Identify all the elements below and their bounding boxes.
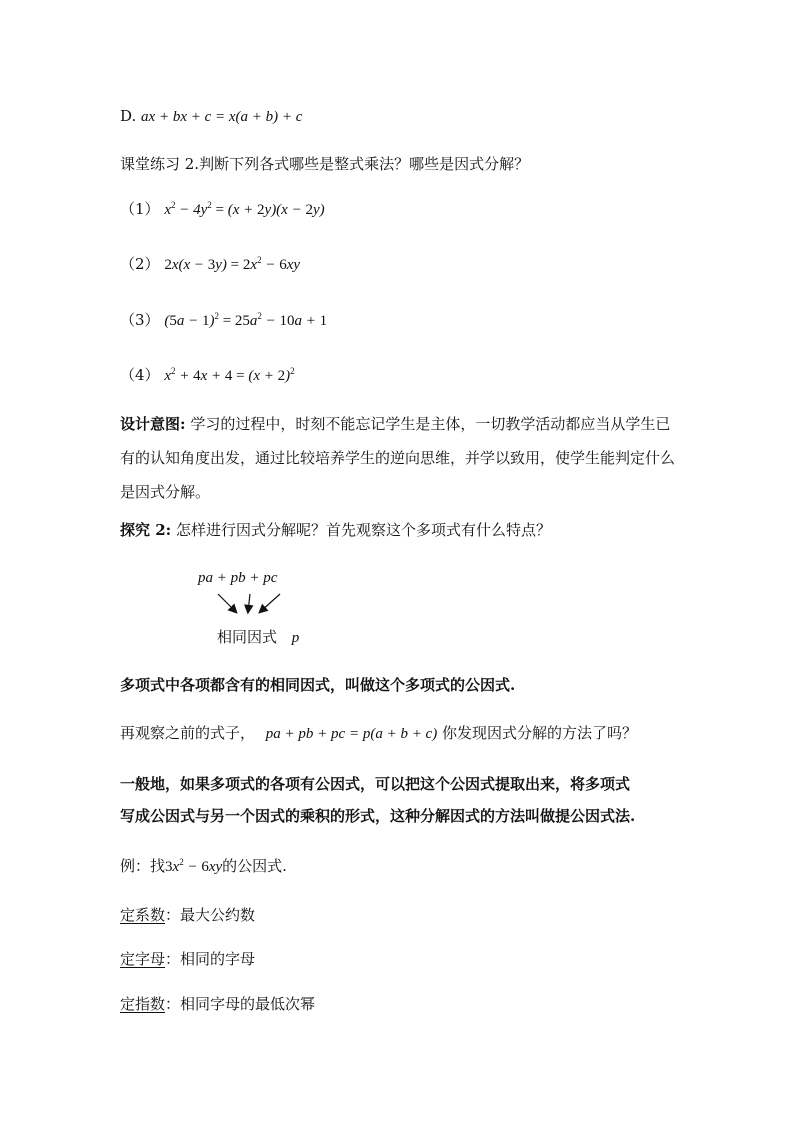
design-intent-paragraph <box>120 407 680 509</box>
example-expression: $3x^2 - 6xy$ <box>165 857 223 875</box>
step-desc: ：相同字母的最低次幂 <box>165 995 316 1013</box>
step-exponent <box>120 994 315 1014</box>
step-desc: ：最大公约数 <box>165 906 256 924</box>
observe-equation: pa + pb + pc = p(a + b + c) <box>265 726 438 742</box>
diagram-caption-row <box>217 626 299 647</box>
example-suffix: 的公因式. <box>222 857 287 875</box>
common-factor-definition: 多项式中各项都含有的相同因式，叫做这个多项式的公因式. <box>120 676 516 694</box>
observe-before: 再观察之前的式子， <box>120 724 256 742</box>
observe-after: 你发现因式分解的方法了吗？ <box>437 724 637 742</box>
diagram-variable: p <box>291 630 300 646</box>
exercise-item-3 <box>120 310 327 331</box>
item-number: （3） <box>120 311 160 329</box>
exercise-item-4 <box>120 365 295 386</box>
item-number: （2） <box>120 255 160 273</box>
step-term: 定指数 <box>120 995 166 1013</box>
example-prefix: 例：找 <box>120 857 166 875</box>
step-term: 定字母 <box>120 950 166 968</box>
exercise-item-2 <box>120 254 300 275</box>
exercise-title: 课堂练习 2.判断下列各式哪些是整式乘法？哪些是因式分解？ <box>120 155 530 173</box>
example-line <box>120 856 287 877</box>
method-definition-line-2: 写成公因式与另一个因式的乘积的形式，这种分解因式的方法叫做提公因式法. <box>120 807 636 825</box>
item-3-equation: $(5a - 1)^2 = 25a^2 - 10a + 1$ <box>164 311 328 329</box>
method-definition-line-1: 一般地，如果多项式的各项有公因式，可以把这个公因式提取出来，将多项式 <box>120 775 631 793</box>
item-number: （4） <box>120 366 160 384</box>
item-number: （1） <box>120 200 160 218</box>
diagram-expression: pa + pb + pc <box>198 570 278 586</box>
observe-line <box>120 723 637 744</box>
explore-2 <box>120 520 551 540</box>
step-term: 定系数 <box>120 906 166 924</box>
diagram-caption: 相同因式 <box>217 628 278 646</box>
item-1-equation: $x^2 - 4y^2 = (x + 2y)(x - 2y)$ <box>164 200 325 218</box>
design-intent-label: 设计意图: <box>120 415 186 433</box>
explore-2-text: 怎样进行因式分解呢？首先观察这个多项式有什么特点？ <box>171 521 551 539</box>
diagram-arrows <box>190 588 320 628</box>
arrow-right <box>260 594 280 612</box>
exercise-item-1 <box>120 199 325 220</box>
arrow-left <box>218 594 236 612</box>
option-d-equation: ax + bx + c = x(a + b) + c <box>141 109 303 125</box>
common-factor-diagram <box>190 566 320 656</box>
item-4-equation: $x^2 + 4x + 4 = (x + 2)^2$ <box>164 366 295 384</box>
item-2-equation: $2x(x - 3y) = 2x^2 - 6xy$ <box>164 255 301 273</box>
arrow-middle <box>248 594 250 612</box>
design-intent-text: 学习的过程中，时刻不能忘记学生是主体，一切教学活动都应当从学生已有的认知角度出发，通过比较培养学生的逆向思维，并学以致用，使学生能判定什么是因式分解。 <box>120 415 676 501</box>
step-coefficient <box>120 905 255 925</box>
option-d <box>120 106 302 127</box>
option-d-label: D. <box>120 107 137 125</box>
explore-2-label: 探究 2: <box>120 521 172 539</box>
step-desc: ：相同的字母 <box>165 950 256 968</box>
step-letters <box>120 949 255 969</box>
